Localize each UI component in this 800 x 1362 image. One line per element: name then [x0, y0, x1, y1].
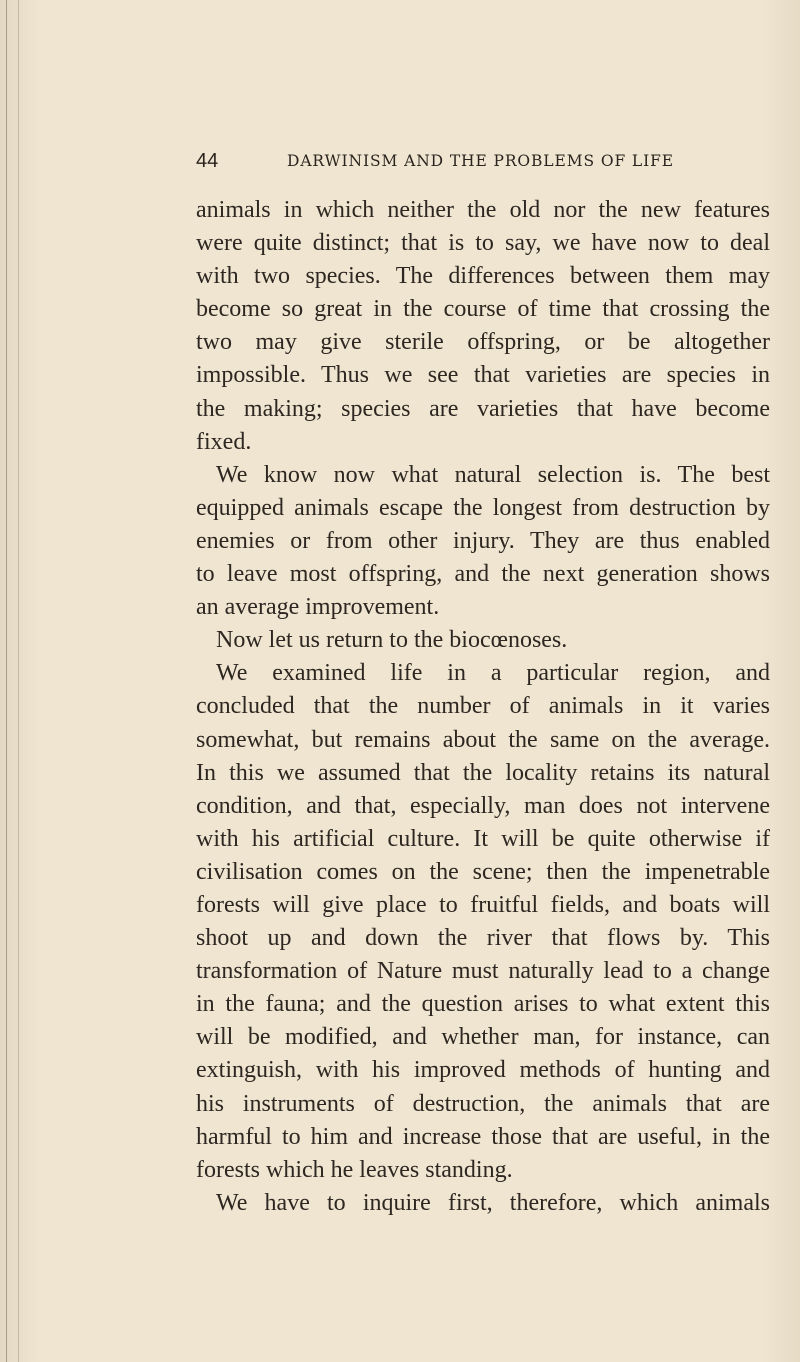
text-line: his instruments of destruction, the animals that are	[196, 1090, 770, 1117]
text-line: an average improvement.	[196, 594, 440, 621]
text-line: to leave most offspring, and the next generation shows	[196, 561, 770, 588]
text-line: will be modified, and whether man, for instance, can	[196, 1024, 770, 1051]
text-line: fixed.	[196, 428, 252, 455]
text-line: with two species. The differences between them may	[196, 263, 770, 290]
text-line: forests which he leaves standing.	[196, 1156, 513, 1183]
text-line: two may give sterile offspring, or be altogether	[196, 329, 770, 356]
text-line: We have to inquire first, therefore, which animals	[216, 1189, 770, 1216]
text-line: forests will give place to fruitful fields, and boats will	[196, 891, 770, 918]
text-line: with his artificial culture. It will be quite otherwise if	[196, 825, 770, 852]
text-line: shoot up and down the river that flows by. This	[196, 925, 770, 952]
text-line: We examined life in a particular region, and	[216, 660, 770, 687]
text-line: In this we assumed that the locality retains its natural	[196, 759, 770, 786]
text-line: enemies or from other injury. They are thus enabled	[196, 527, 770, 554]
text-line: were quite distinct; that is to say, we have now to deal	[196, 230, 770, 257]
text-line: civilisation comes on the scene; then the impenetrable	[196, 858, 770, 885]
text-line: impossible. Thus we see that varieties are species in	[196, 362, 770, 389]
text-line: somewhat, but remains about the same on the average.	[196, 726, 770, 753]
page-number: 44	[196, 150, 219, 172]
text-line: the making; species are varieties that have become	[196, 395, 770, 422]
text-line: transformation of Nature must naturally lead to a change	[196, 958, 770, 985]
text-line: in the fauna; and the question arises to what extent this	[196, 991, 770, 1018]
text-line: condition, and that, especially, man does not intervene	[196, 792, 770, 819]
text-line: become so great in the course of time that crossing the	[196, 296, 770, 323]
text-line: Now let us return to the biocœnoses.	[216, 627, 568, 654]
running-title: DARWINISM AND THE PROBLEMS OF LIFE	[287, 152, 675, 170]
body-text	[196, 194, 770, 1220]
text-line: concluded that the number of animals in it varies	[196, 693, 770, 720]
binding-edge-line	[6, 0, 7, 1362]
text-line: We know now what natural selection is. The best	[216, 461, 770, 488]
binding-edge-shadow	[18, 0, 19, 1362]
text-line: harmful to him and increase those that are useful, in the	[196, 1123, 770, 1150]
text-line: extinguish, with his improved methods of hunting and	[196, 1057, 770, 1084]
text-line: equipped animals escape the longest from destruction by	[196, 494, 770, 521]
text-line: animals in which neither the old nor the new features	[196, 197, 770, 223]
